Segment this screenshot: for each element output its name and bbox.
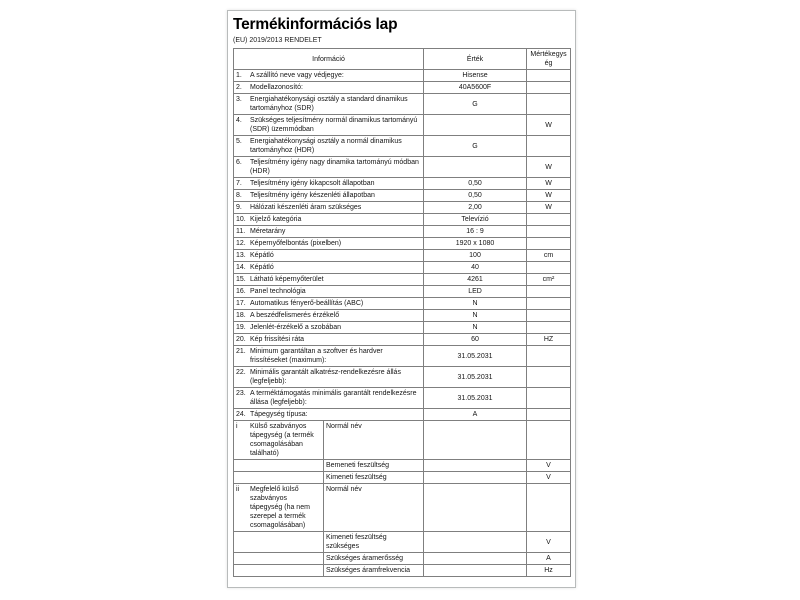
row-unit-cell: [527, 484, 571, 532]
row-number: 17.: [236, 300, 246, 307]
row-label: Hálózati készenléti áram szükséges: [250, 204, 362, 211]
row-label-cell: [234, 286, 424, 298]
row-number: 8.: [236, 192, 242, 199]
row-unit-cell: [527, 136, 571, 157]
product-info-table: [233, 48, 571, 577]
row-value-cell: N: [424, 310, 527, 322]
row-label: A szállító neve vagy védjegye:: [250, 72, 344, 79]
row-value-cell: LED: [424, 286, 527, 298]
row-label-cell: [234, 115, 424, 136]
table-row: [234, 298, 571, 310]
row-unit-cell: [527, 310, 571, 322]
row-number: 15.: [236, 276, 246, 283]
table-row: [234, 346, 571, 367]
table-row: [234, 94, 571, 115]
row-number: 2.: [236, 84, 242, 91]
table-row: [234, 190, 571, 202]
row-number: 11.: [236, 228, 246, 235]
row-unit-cell: [527, 214, 571, 226]
row-label-cell: [234, 484, 324, 532]
row-label-cell: [234, 409, 424, 421]
row-number: 20.: [236, 336, 246, 343]
table-row: [234, 322, 571, 334]
row-number: 14.: [236, 264, 246, 271]
row-value-cell: [424, 460, 527, 472]
row-label: Energiahatékonysági osztály a standard dinamikus tartományhoz (SDR): [250, 96, 408, 112]
row-value-cell: 31.05.2031: [424, 346, 527, 367]
row-label: Minimum garantáltan a szoftver és hardver frissítéseket (maximum):: [250, 348, 383, 364]
table-row: [234, 262, 571, 274]
table-header-row: [234, 49, 571, 70]
row-value-cell: [424, 421, 527, 460]
row-number: 7.: [236, 180, 242, 187]
row-label-cell: [234, 322, 424, 334]
row-value-cell: N: [424, 298, 527, 310]
table-row: [234, 388, 571, 409]
row-unit-cell: HZ: [527, 334, 571, 346]
row-label: Panel technológia: [250, 288, 306, 295]
row-label-cell: [234, 190, 424, 202]
row-unit-cell: W: [527, 178, 571, 190]
table-row: [234, 460, 571, 472]
table-row: [234, 274, 571, 286]
row-label: Képátló: [250, 264, 274, 271]
row-label: Teljesítmény igény kikapcsolt állapotban: [250, 180, 375, 187]
row-label-cell: [234, 532, 324, 553]
table-row: [234, 334, 571, 346]
row-value-cell: 2,00: [424, 202, 527, 214]
row-unit-cell: W: [527, 157, 571, 178]
table-body: [234, 70, 571, 577]
row-sublabel-cell: Kimeneti feszültség: [324, 472, 424, 484]
row-value-cell: 1920 x 1080: [424, 238, 527, 250]
row-unit-cell: [527, 346, 571, 367]
row-label: Kijelző kategória: [250, 216, 302, 223]
row-number: 1.: [236, 72, 242, 79]
row-label-cell: [234, 238, 424, 250]
row-label-cell: [234, 136, 424, 157]
row-value-cell: 100: [424, 250, 527, 262]
row-value-cell: [424, 553, 527, 565]
row-unit-cell: [527, 322, 571, 334]
row-number: ii: [236, 486, 240, 493]
row-unit-cell: [527, 94, 571, 115]
row-unit-cell: [527, 226, 571, 238]
row-label: Tápegység típusa:: [250, 411, 308, 418]
row-label-cell: [234, 70, 424, 82]
row-unit-cell: [527, 262, 571, 274]
row-number: 13.: [236, 252, 246, 259]
row-value-cell: [424, 565, 527, 577]
row-value-cell: [424, 532, 527, 553]
table-row: [234, 238, 571, 250]
row-label-cell: [234, 226, 424, 238]
table-row: [234, 484, 571, 532]
table-row: [234, 532, 571, 553]
col-header-value: Érték: [424, 49, 527, 70]
row-label: A beszédfelismerés érzékelő: [250, 312, 340, 319]
row-label: Külső szabványos tápegység (a termék csomagolásában található): [250, 423, 314, 457]
row-value-cell: [424, 157, 527, 178]
table-row: [234, 115, 571, 136]
row-unit-cell: [527, 70, 571, 82]
row-unit-cell: [527, 367, 571, 388]
row-unit-cell: V: [527, 460, 571, 472]
row-unit-cell: [527, 409, 571, 421]
table-row: [234, 202, 571, 214]
row-label-cell: [234, 298, 424, 310]
row-unit-cell: V: [527, 532, 571, 553]
table-row: [234, 553, 571, 565]
row-unit-cell: V: [527, 472, 571, 484]
row-unit-cell: [527, 298, 571, 310]
row-label-cell: [234, 82, 424, 94]
row-value-cell: 16 : 9: [424, 226, 527, 238]
row-number: 19.: [236, 324, 246, 331]
row-sublabel-cell: Kimeneti feszültség szükséges: [324, 532, 424, 553]
row-value-cell: Televízió: [424, 214, 527, 226]
row-value-cell: [424, 115, 527, 136]
row-label: Méretarány: [250, 228, 286, 235]
row-label-cell: [234, 388, 424, 409]
row-label: A terméktámogatás minimális garantált rendelkezésre állása (legfeljebb):: [250, 390, 417, 406]
table-row: [234, 409, 571, 421]
row-value-cell: 31.05.2031: [424, 367, 527, 388]
table-row: [234, 250, 571, 262]
row-value-cell: Hisense: [424, 70, 527, 82]
table-row: [234, 472, 571, 484]
row-label-cell: [234, 262, 424, 274]
table-row: [234, 70, 571, 82]
row-unit-cell: cm: [527, 250, 571, 262]
table-row: [234, 226, 571, 238]
row-label-cell: [234, 202, 424, 214]
row-label: Automatikus fényerő-beállítás (ABC): [250, 300, 364, 307]
table-row: [234, 178, 571, 190]
row-number: 23.: [236, 390, 246, 397]
row-value-cell: 0,50: [424, 190, 527, 202]
row-label-cell: [234, 214, 424, 226]
row-label: Jelenlét-érzékelő a szobában: [250, 324, 342, 331]
row-value-cell: 0,50: [424, 178, 527, 190]
table-row: [234, 82, 571, 94]
row-sublabel-cell: Bemeneti feszültség: [324, 460, 424, 472]
row-number: 18.: [236, 312, 246, 319]
row-label-cell: [234, 334, 424, 346]
col-header-info: Információ: [234, 49, 424, 70]
row-value-cell: [424, 484, 527, 532]
row-value-cell: 4261: [424, 274, 527, 286]
row-value-cell: 40A5600F: [424, 82, 527, 94]
row-label: Szükséges teljesítmény normál dinamikus tartományú (SDR) üzemmódban: [250, 117, 418, 133]
table-row: [234, 421, 571, 460]
page-subtitle: (EU) 2019/2013 RENDELET: [233, 37, 322, 44]
page-title: Termékinformációs lap: [233, 16, 398, 33]
row-label-cell: [234, 472, 324, 484]
row-value-cell: [424, 472, 527, 484]
row-unit-cell: A: [527, 553, 571, 565]
row-number: 10.: [236, 216, 246, 223]
row-label: Látható képernyőterület: [250, 276, 324, 283]
table-row: [234, 157, 571, 178]
row-value-cell: 60: [424, 334, 527, 346]
row-label: Teljesítmény igény nagy dinamika tartományú módban (HDR): [250, 159, 419, 175]
row-unit-cell: W: [527, 115, 571, 136]
row-label-cell: [234, 553, 324, 565]
row-number: 12.: [236, 240, 246, 247]
row-label-cell: [234, 565, 324, 577]
row-value-cell: N: [424, 322, 527, 334]
row-number: 3.: [236, 96, 242, 103]
row-sublabel-cell: Normál név: [324, 484, 424, 532]
table-row: [234, 565, 571, 577]
row-unit-cell: W: [527, 190, 571, 202]
row-value-cell: 40: [424, 262, 527, 274]
row-unit-cell: W: [527, 202, 571, 214]
row-label-cell: [234, 157, 424, 178]
row-label-cell: [234, 367, 424, 388]
row-value-cell: G: [424, 136, 527, 157]
table-row: [234, 214, 571, 226]
row-sublabel-cell: Szükséges áramerősség: [324, 553, 424, 565]
row-unit-cell: [527, 82, 571, 94]
row-number: 21.: [236, 348, 246, 355]
row-sublabel-cell: Szükséges áramfrekvencia: [324, 565, 424, 577]
row-unit-cell: Hz: [527, 565, 571, 577]
row-label-cell: [234, 460, 324, 472]
row-label: Képátló: [250, 252, 274, 259]
row-label-cell: [234, 178, 424, 190]
table-row: [234, 310, 571, 322]
row-label-cell: [234, 250, 424, 262]
table-row: [234, 136, 571, 157]
row-label-cell: [234, 274, 424, 286]
row-unit-cell: [527, 286, 571, 298]
row-sublabel-cell: Normál név: [324, 421, 424, 460]
row-label: Megfelelő külső szabványos tápegység (ha nem szerepel a termék csomagolásában): [250, 486, 310, 529]
row-label: Energiahatékonysági osztály a normál dinamikus tartományhoz (HDR): [250, 138, 402, 154]
table-row: [234, 367, 571, 388]
row-number: 16.: [236, 288, 246, 295]
row-unit-cell: [527, 421, 571, 460]
table-row: [234, 286, 571, 298]
row-value-cell: G: [424, 94, 527, 115]
row-unit-cell: cm²: [527, 274, 571, 286]
row-label: Minimális garantált alkatrész-rendelkezésre állás (legfeljebb):: [250, 369, 401, 385]
col-header-unit: Mértékegység: [527, 49, 571, 70]
row-label-cell: [234, 310, 424, 322]
row-number: 24.: [236, 411, 246, 418]
document-page: [227, 10, 576, 588]
row-label-cell: [234, 421, 324, 460]
row-number: i: [236, 423, 238, 430]
row-number: 5.: [236, 138, 242, 145]
row-label-cell: [234, 346, 424, 367]
row-unit-cell: [527, 388, 571, 409]
row-number: 9.: [236, 204, 242, 211]
row-label: Kép frissítési ráta: [250, 336, 305, 343]
row-number: 6.: [236, 159, 242, 166]
row-label: Modellazonosító:: [250, 84, 303, 91]
row-unit-cell: [527, 238, 571, 250]
row-value-cell: A: [424, 409, 527, 421]
row-value-cell: 31.05.2031: [424, 388, 527, 409]
row-label: Képernyőfelbontás (pixelben): [250, 240, 342, 247]
row-label: Teljesítmény igény készenléti állapotban: [250, 192, 375, 199]
row-number: 22.: [236, 369, 246, 376]
row-label-cell: [234, 94, 424, 115]
row-number: 4.: [236, 117, 242, 124]
